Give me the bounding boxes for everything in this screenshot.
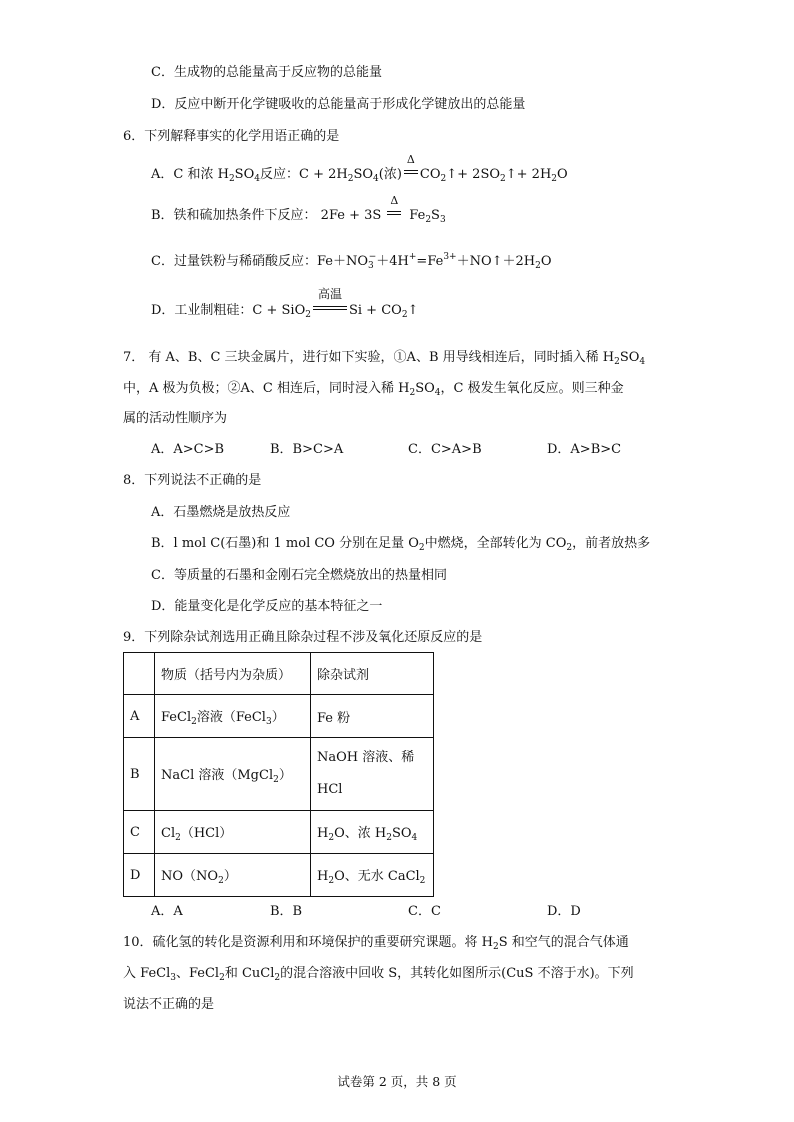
table-header-cell: 物质（括号内为杂质） <box>155 653 311 695</box>
row-label: A <box>124 695 155 738</box>
q7-stem-line3: 属的活动性顺序为 <box>123 411 228 426</box>
reagent-cell: Fe 粉 <box>311 695 434 738</box>
q5-option-d: D．反应中断开化学键吸收的总能量高于形成化学键放出的总能量 <box>151 97 526 112</box>
table-header-cell: 除杂试剂 <box>311 653 434 695</box>
table-row <box>124 854 434 897</box>
table-header-cell <box>124 653 155 695</box>
q8-option-d: D．能量变化是化学反应的基本特征之一 <box>151 599 383 614</box>
q6-option-a: A．C 和浓 $H_2SO_4$反应：$C + 2H_2SO_4$(浓) Δ $CO_2↑+$ $2SO_2↑+ 2H_2O$ <box>151 153 568 184</box>
q9-option-a: A．A <box>151 904 183 919</box>
q8-option-c: C．等质量的石墨和金刚石完全燃烧放出的热量相同 <box>151 568 447 583</box>
substance-cell: $Cl_2(HCl)$ <box>155 811 311 854</box>
q8-option-a: A．石墨燃烧是放热反应 <box>151 505 291 520</box>
q8-stem: 8．下列说法不正确的是 <box>123 473 262 488</box>
table-row <box>124 695 434 738</box>
delta-symbol: Δ <box>390 194 399 207</box>
substance-cell: FeCl$_2$溶液（FeCl$_3$） <box>155 695 311 738</box>
table-row <box>124 738 434 811</box>
table-row <box>124 811 434 854</box>
q7-option-d: D．A>B>C <box>547 442 622 457</box>
row-label: D <box>124 854 155 897</box>
reagent-cell: $H_2O$、无水 CaCl$_2$ <box>311 854 434 897</box>
q7-option-b: B．B>C>A <box>270 442 344 457</box>
row-label: C <box>124 811 155 854</box>
q10-stem-line1: 10．硫化氢的转化是资源利用和环境保护的重要研究课题。将 $H_2S$ 和空气的混合气体通 <box>123 935 629 952</box>
q7-stem-line2: 中，A 极为负极；②A、C 相连后，同时浸入稀 $H_2SO_4$，C 极发生氧化反应。则三种金 <box>123 381 624 398</box>
reagent-cell: $H_2O$、浓 $H_2SO_4$ <box>311 811 434 854</box>
table-header-row <box>124 653 434 695</box>
q7-option-a: A．A>C>B <box>151 442 225 457</box>
q7-stem-line1: 7． 有 A、B、C 三块金属片，进行如下实验，①A、B 用导线相连后，同时插入稀 $H_2SO_4$ <box>123 350 646 367</box>
q6-option-d: D．工业制粗硅：C + SiO$_2$ 高温 $Si + CO_2↑$ <box>151 287 419 320</box>
q9-table <box>123 652 434 897</box>
page-footer: 试卷第 2 页，共 8 页 <box>337 1074 457 1089</box>
q6-option-b: B．铁和硫加热条件下反应： 2Fe + 3S Δ $Fe_2S_3$ <box>151 194 446 225</box>
q9-stem: 9．下列除杂试剂选用正确且除杂过程不涉及氧化还原反应的是 <box>123 630 483 645</box>
q6-stem: 6．下列解释事实的化学用语正确的是 <box>123 129 340 144</box>
delta-symbol: Δ <box>406 153 415 166</box>
q9-option-b: B．B <box>270 904 303 919</box>
q7-option-c: C．C>A>B <box>408 442 482 457</box>
substance-cell: $NO(NO_2)$ <box>155 854 311 897</box>
q8-option-b: B．l mol C(石墨)和 1 mol CO 分别在足量 $O_2$中燃烧，全部转化为 $CO_2$，前者放热多 <box>151 536 651 553</box>
row-label: B <box>124 738 155 811</box>
q6-option-c: C．过量铁粉与稀硝酸反应：$Fe+NO_3^-+4H^+=Fe^{3+}+NO↑+2H_2O$ <box>151 252 552 271</box>
q9-option-c: C．C <box>408 904 441 919</box>
substance-cell: NaCl 溶液（MgCl$_2$） <box>155 738 311 811</box>
q9-option-d: D．D <box>547 904 581 919</box>
q10-stem-line3: 说法不正确的是 <box>123 997 215 1012</box>
q10-stem-line2: 入 FeCl$_3$、FeCl$_2$和 CuCl$_2$的混合溶液中回收 S，其转化如图所示(CuS 不溶于水)。下列 <box>123 966 634 983</box>
reagent-cell: NaOH 溶液、稀 HCl <box>311 738 434 811</box>
q5-option-c: C．生成物的总能量高于反应物的总能量 <box>151 65 382 80</box>
